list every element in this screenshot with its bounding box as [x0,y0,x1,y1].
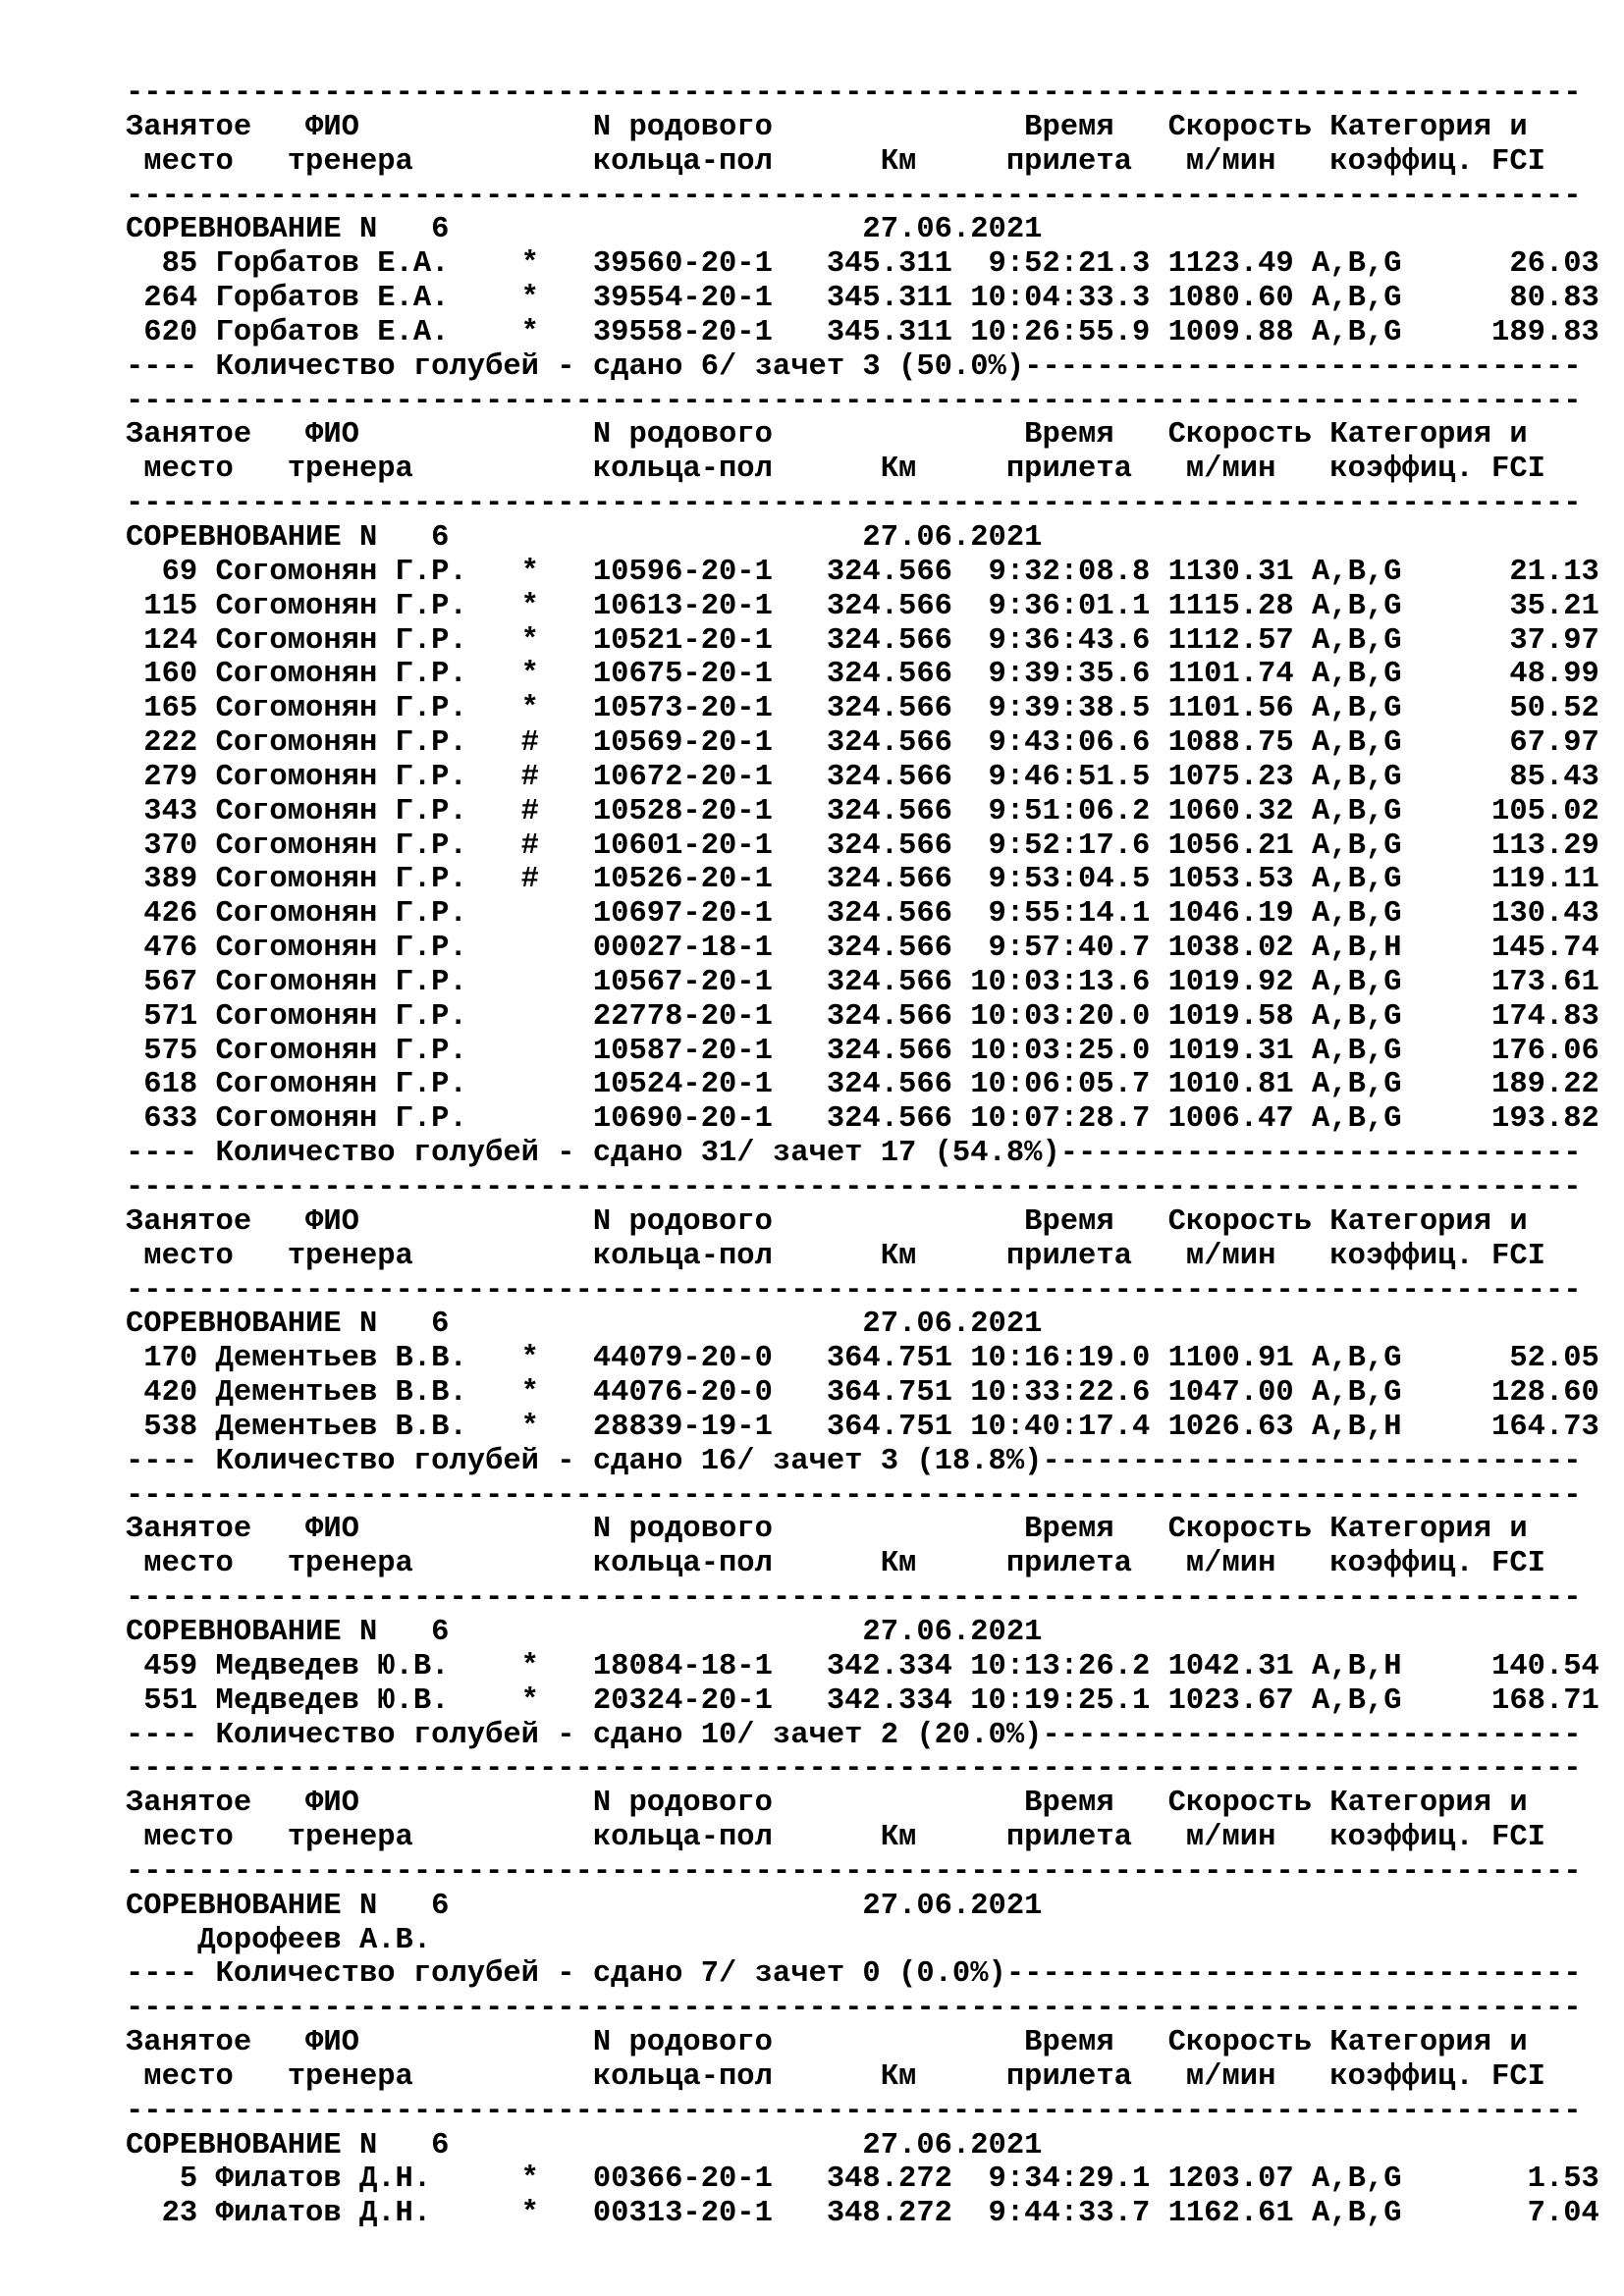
result-row: 279 Согомонян Г.Р. # 10672-20-1 324.566 9:46:51.5 1075.23 A,B,G 85.43 [126,760,1599,794]
header-line-2: место тренера кольца-пол Км прилета м/мин коэффиц. FCI [126,1821,1545,1855]
separator-line: --------------------------------------------------------------------------------- [126,1992,1582,2026]
separator-line: --------------------------------------------------------------------------------- [126,77,1582,110]
result-row: Дорофеев А.В. [126,1923,432,1957]
result-row: 420 Дементьев В.В. * 44076-20-0 364.751 10:33:22.6 1047.00 A,B,G 128.60 [126,1376,1599,1411]
separator-line: --------------------------------------------------------------------------------- [126,2094,1582,2128]
result-row: 5 Филатов Д.Н. * 00366-20-1 348.272 9:34:29.1 1203.07 A,B,G 1.53 [126,2163,1599,2197]
header-line-2: место тренера кольца-пол Км прилета м/мин коэффиц. FCI [126,1547,1545,1581]
result-row: 222 Согомонян Г.Р. # 10569-20-1 324.566 9:43:06.6 1088.75 A,B,G 67.97 [126,726,1599,761]
separator-line: --------------------------------------------------------------------------------- [126,1581,1582,1616]
header-line-2: место тренера кольца-пол Км прилета м/мин коэффиц. FCI [126,1239,1545,1273]
result-row: 23 Филатов Д.Н. * 00313-20-1 348.272 9:44:33.7 1162.61 A,B,G 7.04 [126,2197,1599,2231]
header-line-1: Занятое ФИО N родового Время Скорость Категория и [126,1204,1528,1239]
separator-line: --------------------------------------------------------------------------------- [126,1752,1582,1787]
header-line-1: Занятое ФИО N родового Время Скорость Категория и [126,2026,1528,2060]
result-row: 69 Согомонян Г.Р. * 10596-20-1 324.566 9:32:08.8 1130.31 A,B,G 21.13 [126,555,1599,589]
separator-line: --------------------------------------------------------------------------------- [126,1171,1582,1204]
result-row: 551 Медведев Ю.В. * 20324-20-1 342.334 10:19:25.1 1023.67 A,B,G 168.71 [126,1683,1599,1718]
result-row: 115 Согомонян Г.Р. * 10613-20-1 324.566 9:36:01.1 1115.28 A,B,G 35.21 [126,589,1599,623]
competition-title: СОРЕВНОВАНИЕ N 6 27.06.2021 [126,1889,1043,1923]
summary-line: ---- Количество голубей - сдано 6/ зачет 3 (50.0%)------------------------------- [126,349,1582,384]
result-row: 264 Горбатов Е.А. * 39554-20-1 345.311 10:04:33.3 1080.60 A,B,G 80.83 [126,282,1599,316]
results-document [126,77,1598,2231]
result-row: 85 Горбатов Е.А. * 39560-20-1 345.311 9:52:21.3 1123.49 A,B,G 26.03 [126,247,1599,282]
competition-title: СОРЕВНОВАНИЕ N 6 27.06.2021 [126,213,1043,247]
result-row: 633 Согомонян Г.Р. 10690-20-1 324.566 10:07:28.7 1006.47 A,B,G 193.82 [126,1102,1599,1137]
competition-title: СОРЕВНОВАНИЕ N 6 27.06.2021 [126,520,1043,555]
summary-line: ---- Количество голубей - сдано 31/ зачет 17 (54.8%)----------------------------- [126,1137,1582,1171]
summary-line: ---- Количество голубей - сдано 7/ зачет 0 (0.0%)-------------------------------- [126,1957,1582,1992]
header-line-1: Занятое ФИО N родового Время Скорость Категория и [126,110,1528,144]
separator-line: --------------------------------------------------------------------------------- [126,1854,1582,1889]
header-line-2: место тренера кольца-пол Км прилета м/мин коэффиц. FCI [126,453,1545,487]
header-line-2: место тренера кольца-пол Км прилета м/мин коэффиц. FCI [126,2059,1545,2094]
summary-line: ---- Количество голубей - сдано 16/ зачет 3 (18.8%)------------------------------ [126,1444,1582,1478]
result-row: 426 Согомонян Г.Р. 10697-20-1 324.566 9:55:14.1 1046.19 A,B,G 130.43 [126,897,1599,932]
header-line-1: Занятое ФИО N родового Время Скорость Категория и [126,1787,1528,1821]
result-row: 370 Согомонян Г.Р. # 10601-20-1 324.566 9:52:17.6 1056.21 A,B,G 113.29 [126,828,1599,863]
separator-line: --------------------------------------------------------------------------------- [126,179,1582,213]
separator-line: --------------------------------------------------------------------------------- [126,1478,1582,1513]
competition-title: СОРЕВНОВАНИЕ N 6 27.06.2021 [126,1308,1043,1342]
result-row: 165 Согомонян Г.Р. * 10573-20-1 324.566 9:39:38.5 1101.56 A,B,G 50.52 [126,692,1599,726]
separator-line: --------------------------------------------------------------------------------- [126,384,1582,418]
result-row: 620 Горбатов Е.А. * 39558-20-1 345.311 10:26:55.9 1009.88 A,B,G 189.83 [126,315,1599,349]
result-row: 618 Согомонян Г.Р. 10524-20-1 324.566 10:06:05.7 1010.81 A,B,G 189.22 [126,1068,1599,1102]
summary-line: ---- Количество голубей - сдано 10/ зачет 2 (20.0%)------------------------------ [126,1718,1582,1752]
result-row: 571 Согомонян Г.Р. 22778-20-1 324.566 10:03:20.0 1019.58 A,B,G 174.83 [126,999,1599,1034]
competition-title: СОРЕВНОВАНИЕ N 6 27.06.2021 [126,2128,1043,2163]
result-row: 124 Согомонян Г.Р. * 10521-20-1 324.566 9:36:43.6 1112.57 A,B,G 37.97 [126,623,1599,658]
header-line-1: Занятое ФИО N родового Время Скорость Категория и [126,1513,1528,1547]
result-row: 389 Согомонян Г.Р. # 10526-20-1 324.566 9:53:04.5 1053.53 A,B,G 119.11 [126,863,1599,897]
header-line-2: место тренера кольца-пол Км прилета м/мин коэффиц. FCI [126,144,1545,179]
result-row: 343 Согомонян Г.Р. # 10528-20-1 324.566 9:51:06.2 1060.32 A,B,G 105.02 [126,794,1599,828]
result-row: 459 Медведев Ю.В. * 18084-18-1 342.334 10:13:26.2 1042.31 A,B,H 140.54 [126,1649,1599,1683]
result-row: 160 Согомонян Г.Р. * 10675-20-1 324.566 9:39:35.6 1101.74 A,B,G 48.99 [126,658,1599,692]
result-row: 575 Согомонян Г.Р. 10587-20-1 324.566 10:03:25.0 1019.31 A,B,G 176.06 [126,1034,1599,1068]
competition-title: СОРЕВНОВАНИЕ N 6 27.06.2021 [126,1615,1043,1649]
result-row: 170 Дементьев В.В. * 44079-20-0 364.751 10:16:19.0 1100.91 A,B,G 52.05 [126,1342,1599,1376]
result-row: 538 Дементьев В.В. * 28839-19-1 364.751 10:40:17.4 1026.63 A,B,H 164.73 [126,1410,1599,1444]
result-row: 567 Согомонян Г.Р. 10567-20-1 324.566 10:03:13.6 1019.92 A,B,G 173.61 [126,965,1599,999]
result-row: 476 Согомонян Г.Р. 00027-18-1 324.566 9:57:40.7 1038.02 A,B,H 145.74 [126,932,1599,966]
separator-line: --------------------------------------------------------------------------------- [126,1273,1582,1308]
header-line-1: Занятое ФИО N родового Время Скорость Категория и [126,418,1528,453]
separator-line: --------------------------------------------------------------------------------- [126,487,1582,521]
